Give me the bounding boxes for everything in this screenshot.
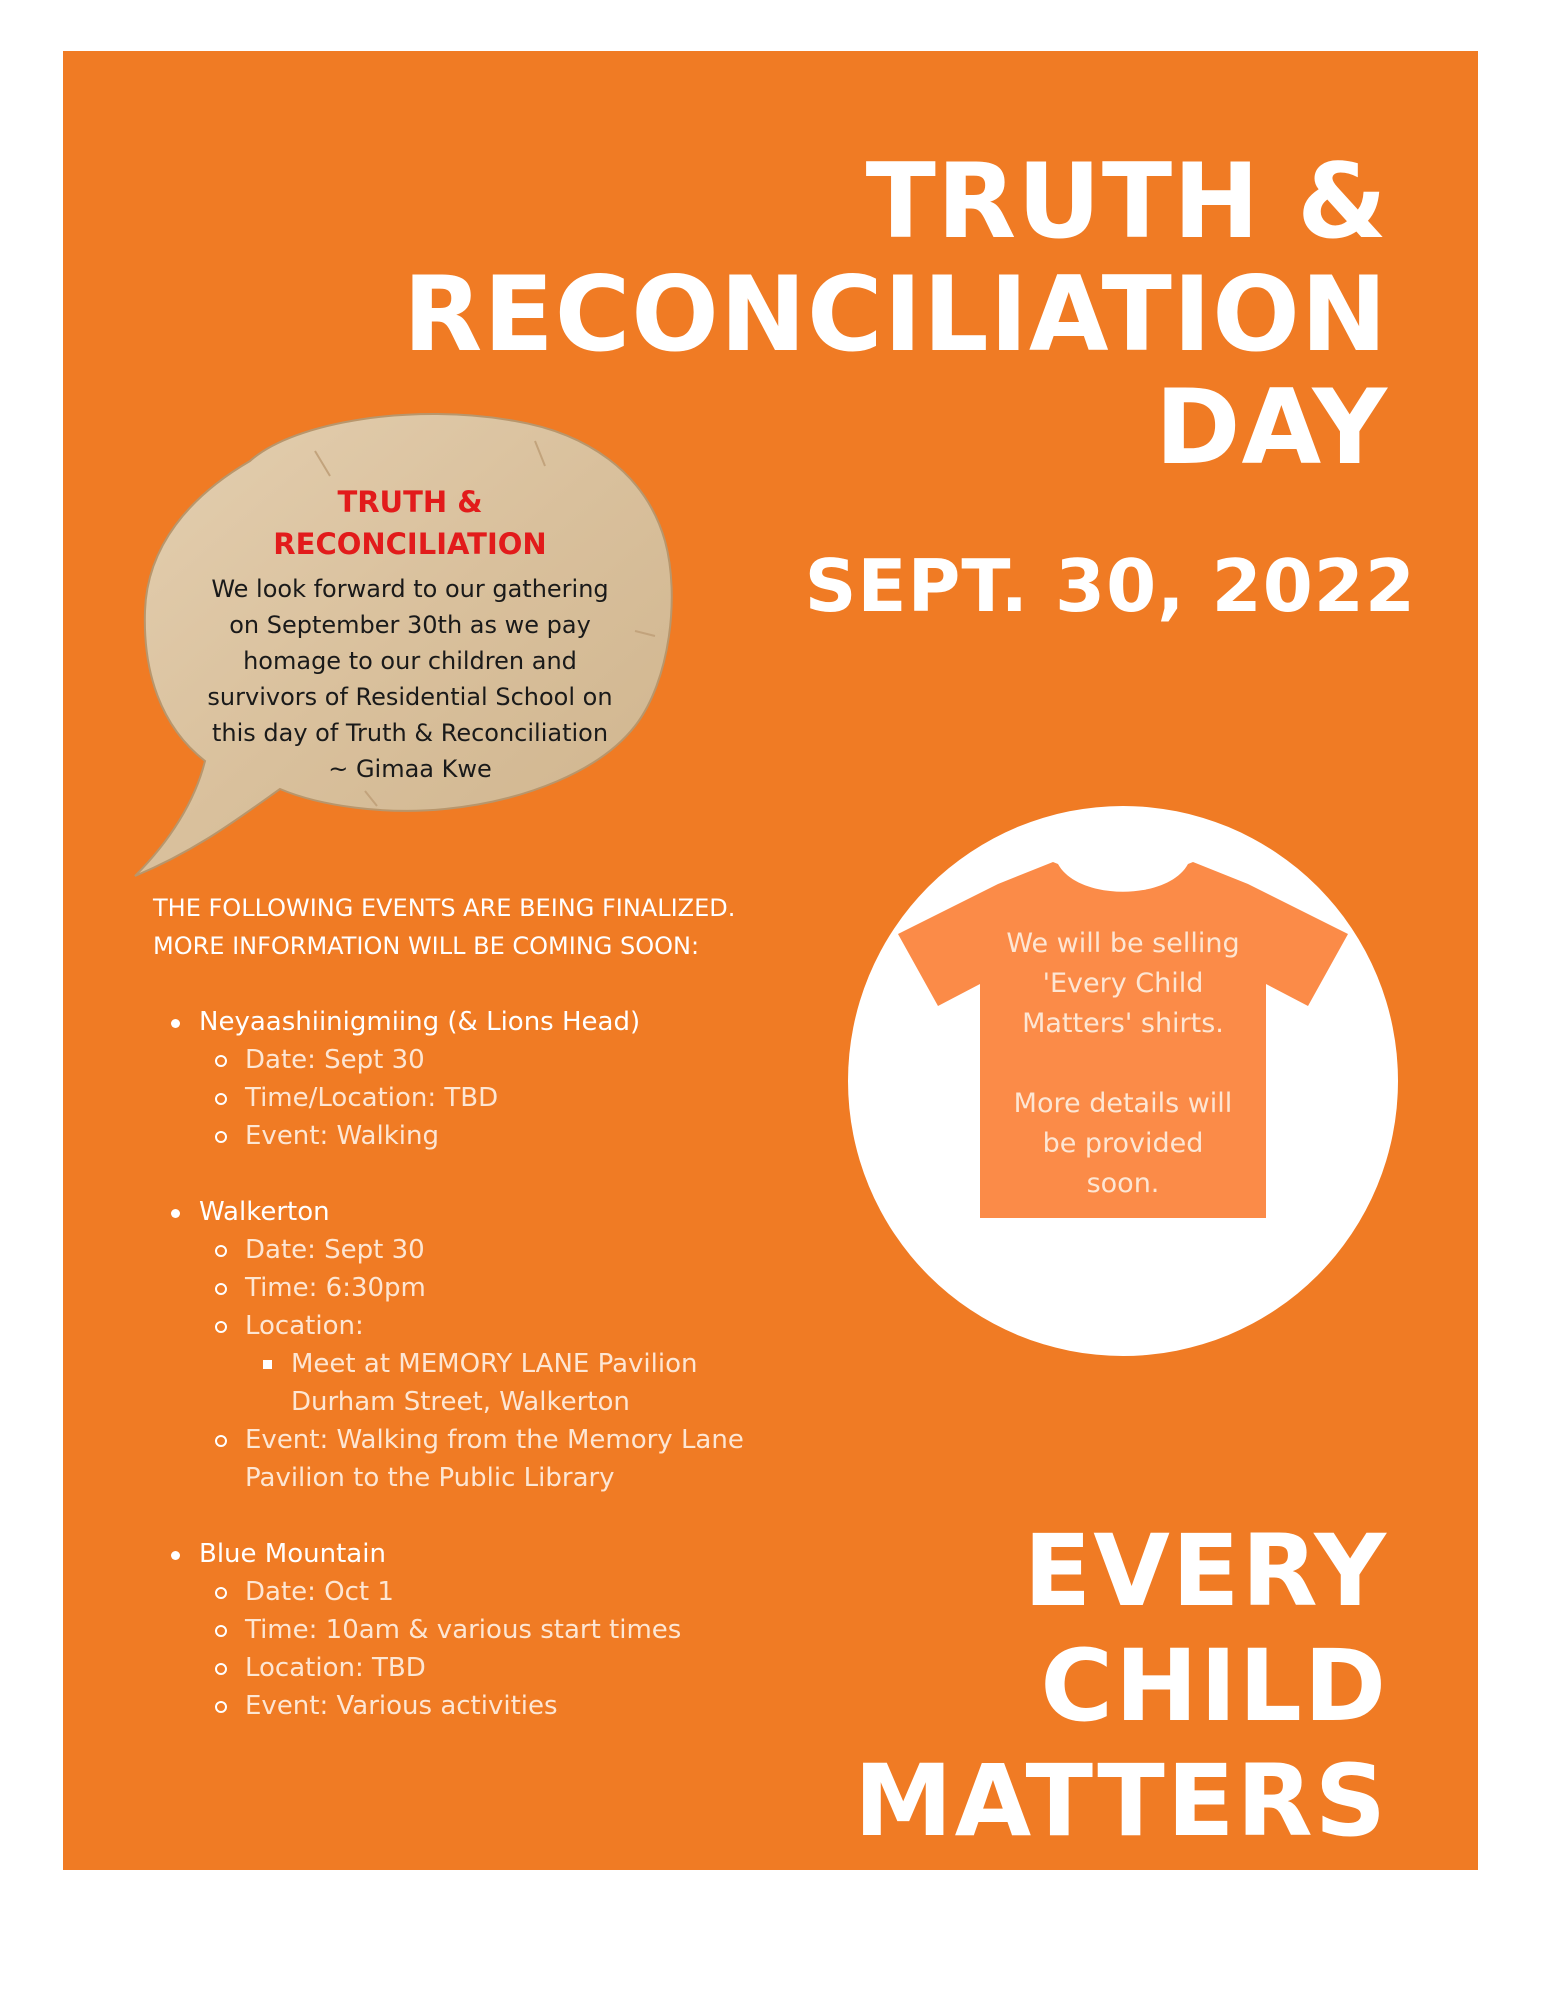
event-item [153,1193,833,1497]
event-date-item [153,1041,833,1079]
event-activity-text: Pavilion to the Public Library [245,1463,615,1493]
every-child-matters-slogan [688,1514,1388,1859]
event-item [153,1003,833,1155]
event-date: SEPT. 30, 2022 [804,544,1416,628]
quote-line: survivors of Residential School on [207,683,613,711]
event-time-location-item [153,1079,833,1117]
event-time-item [153,1269,833,1307]
slogan-line: MATTERS [854,1744,1388,1859]
event-activity-text: Event: Walking from the Memory Lane [245,1425,744,1455]
shirt-text-line: Matters' shirts. [1022,1008,1224,1039]
event-location-label: Location: [245,1311,364,1341]
location-detail-line: Durham Street, Walkerton [291,1387,630,1417]
shirt-announcement [978,924,1268,1204]
event-activity-text: Event: Walking [245,1121,439,1151]
event-name: Blue Mountain [153,1535,833,1573]
location-detail-line: Meet at MEMORY LANE Pavilion [291,1349,698,1379]
poster [63,51,1478,1870]
bubble-heading [260,481,560,565]
shirt-text-line: soon. [1086,1168,1160,1199]
event-activity-item [153,1117,833,1155]
event-activity-text: Event: Various activities [245,1691,558,1721]
quote-signature: ~ Gimaa Kwe [328,755,492,783]
shirt-text-line: More details will [1013,1088,1233,1119]
slogan-line: EVERY [1023,1514,1388,1629]
bubble-quote [200,571,620,787]
events-intro [153,889,833,965]
event-location-detail [153,1345,833,1421]
event-location-text: Location: TBD [245,1653,426,1683]
intro-line: MORE INFORMATION WILL BE COMING SOON: [153,932,700,960]
bubble-heading-line: TRUTH & [337,485,483,519]
spacer [978,1044,1268,1084]
title-line: TRUTH & [865,142,1388,262]
event-date-text: Date: Oct 1 [245,1577,394,1607]
intro-line: THE FOLLOWING EVENTS ARE BEING FINALIZED. [153,894,736,922]
speech-bubble [115,381,675,901]
event-time-text: Time: 6:30pm [245,1273,426,1303]
shirt-text-line: 'Every Child [1042,968,1204,999]
shirt-text-line: be provided [1042,1128,1204,1159]
shirt-text-line: We will be selling [1006,928,1240,959]
quote-line: on September 30th as we pay [229,611,591,639]
title-line: RECONCILIATION [403,255,1388,375]
shirt-circle [848,806,1398,1356]
bubble-heading-line: RECONCILIATION [273,527,547,561]
event-time-location-text: Time/Location: TBD [245,1083,499,1113]
event-location-item [153,1307,833,1345]
event-activity-item [153,1421,833,1497]
event-time-text: Time: 10am & various start times [245,1615,682,1645]
event-name: Walkerton [153,1193,833,1231]
event-date-item [153,1231,833,1269]
quote-line: this day of Truth & Reconciliation [211,719,609,747]
t-shirt-collar [1070,866,1176,883]
quote-line: homage to our children and [243,647,577,675]
event-name: Neyaashiinigmiing (& Lions Head) [153,1003,833,1041]
event-date-text: Date: Sept 30 [245,1235,425,1265]
event-date-text: Date: Sept 30 [245,1045,425,1075]
title-line: DAY [1155,368,1388,488]
slogan-line: CHILD [1040,1629,1388,1744]
quote-line: We look forward to our gathering [211,575,609,603]
